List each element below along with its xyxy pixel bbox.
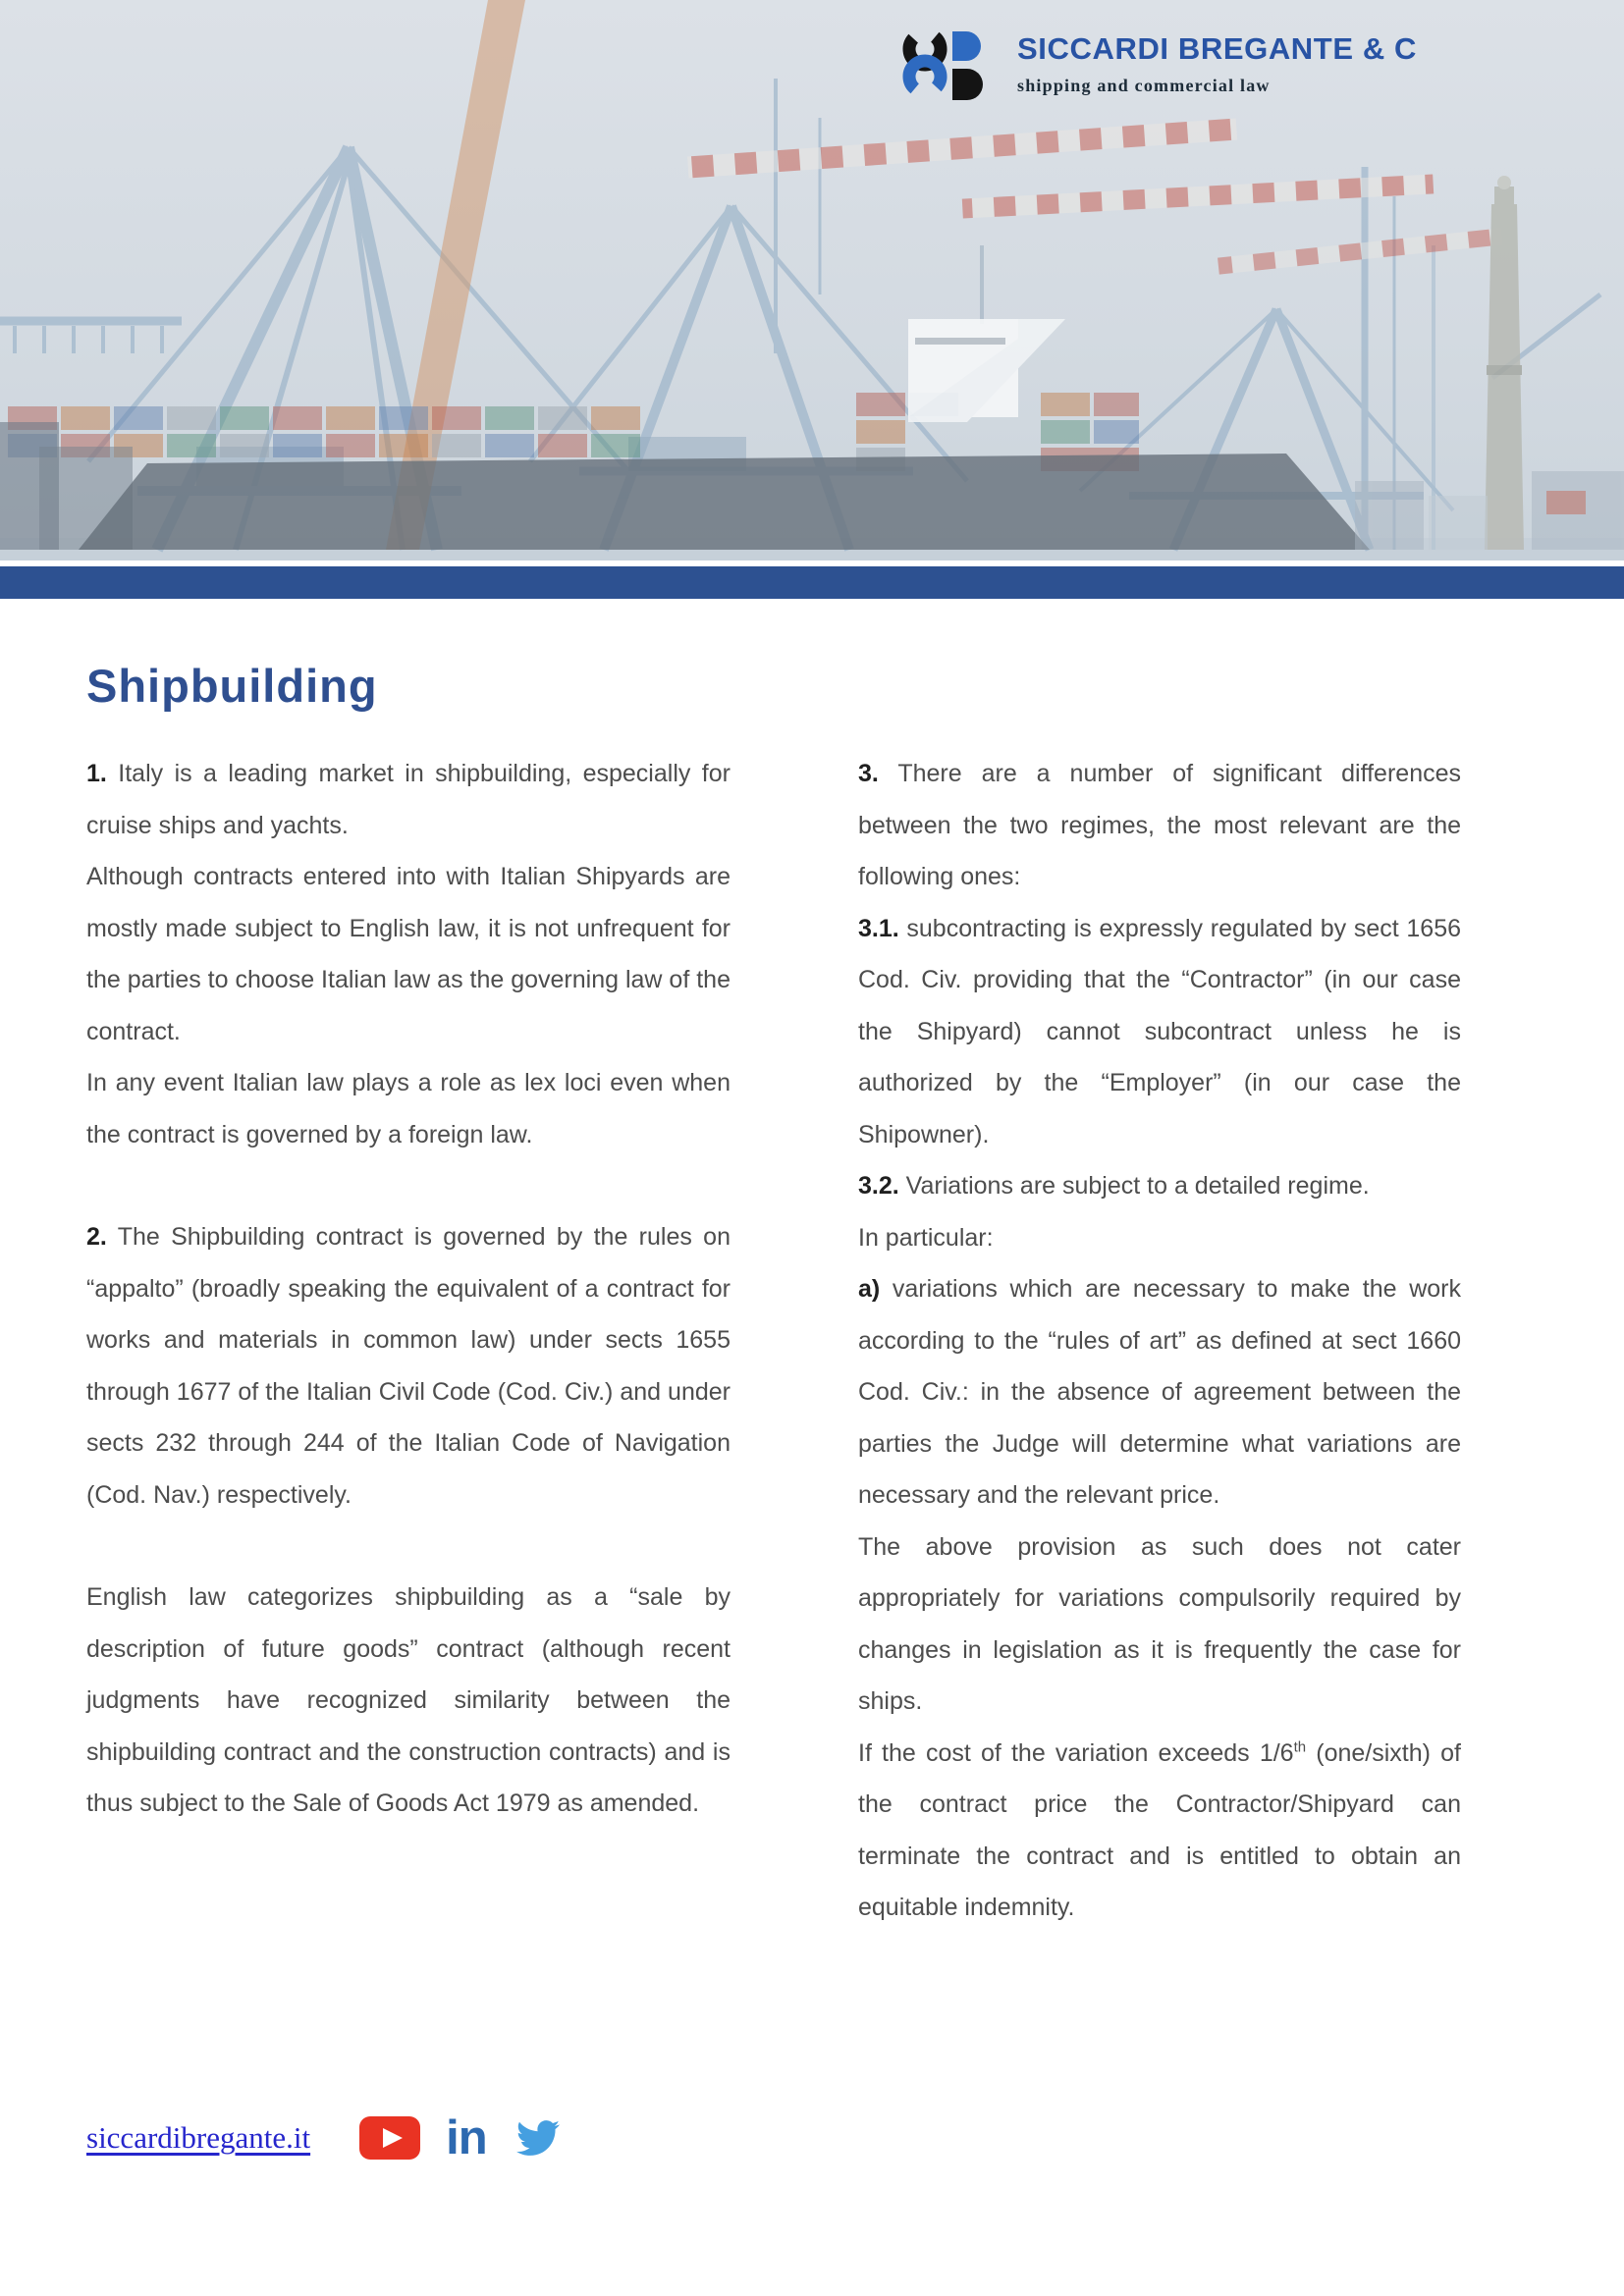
paragraph: The above provision as such does not cater appropriately for variations compulsorily required by changes in legislation as it is frequently the case for ships. [858,1532,1461,1715]
paragraph: 2. The Shipbuilding contract is governed by the rules on “appalto” (broadly speaking the equivalent of a contract for works and materials in common law) under sects 1655 through 1677 of the Italian Civil Code (Cod. Civ.) and under sects 232 through 244 of the Italian Code of Navigation (Cod. Nav.) respectively. [86,1223,731,1509]
article-column-right [858,748,1461,1934]
company-name: SICCARDI BREGANTE & C [1017,31,1418,66]
paragraph: Although contracts entered into with Italian Shipyards are mostly made subject to English law, it is not unfrequent for the parties to choose Italian law as the governing law of the contract. [86,863,731,1045]
article-column-left [86,748,731,1830]
paragraph: In particular: [858,1223,994,1252]
paragraph-number: 3.2. [858,1172,899,1200]
paragraph-number: 1. [86,760,107,787]
company-tagline: shipping and commercial law [1017,76,1271,95]
company-logo [886,24,1417,114]
paragraph: In any event Italian law plays a role as lex loci even when the contract is governed by a foreign law. [86,1069,731,1148]
website-link[interactable]: siccardibregante.it [86,2120,311,2155]
twitter-icon[interactable] [513,2116,564,2160]
footer [86,2111,564,2164]
paragraph-number: 3.1. [858,914,899,942]
linkedin-icon[interactable]: in [446,2111,487,2164]
paragraph-number: 2. [86,1223,107,1251]
paragraph: 3.1. subcontracting is expressly regulated by sect 1656 Cod. Civ. providing that the “Contractor” (in our case the Shipyard) cannot subcontract unless he is authorized by the “Employer” (in our case the Shipowner). [858,914,1461,1148]
paragraph-number: a) [858,1275,881,1303]
paragraph: 3.2. Variations are subject to a detailed regime. [858,1172,1370,1200]
page-title: Shipbuilding [86,660,378,713]
paragraph-number: 3. [858,760,879,787]
paragraph: If the cost of the variation exceeds 1/6th (one/sixth) of the contract price the Contractor/Shipyard can terminate the contract and is entitled to obtain an equitable indemnity. [858,1738,1461,1921]
paragraph: 1. Italy is a leading market in shipbuilding, especially for cruise ships and yachts. [86,760,731,839]
social-links [359,2111,564,2164]
youtube-icon[interactable] [359,2116,420,2160]
sb-monogram-icon [886,24,996,114]
paragraph: 3. There are a number of significant differences between the two regimes, the most relevant are the following ones: [858,760,1461,890]
logo-text [1017,24,1417,96]
ordinal-superscript: th [1293,1738,1307,1756]
paragraph: English law categorizes shipbuilding as a “sale by description of future goods” contract (although recent judgments have recognized similarity between the shipbuilding contract and the construction contracts) and is thus subject to the Sale of Goods Act 1979 as amended. [86,1583,731,1817]
paragraph: a) variations which are necessary to make the work according to the “rules of art” as defined at sect 1660 Cod. Civ.: in the absence of agreement between the parties the Judge will determine what variations are necessary and the relevant price. [858,1275,1461,1509]
divider-bar [0,566,1624,599]
